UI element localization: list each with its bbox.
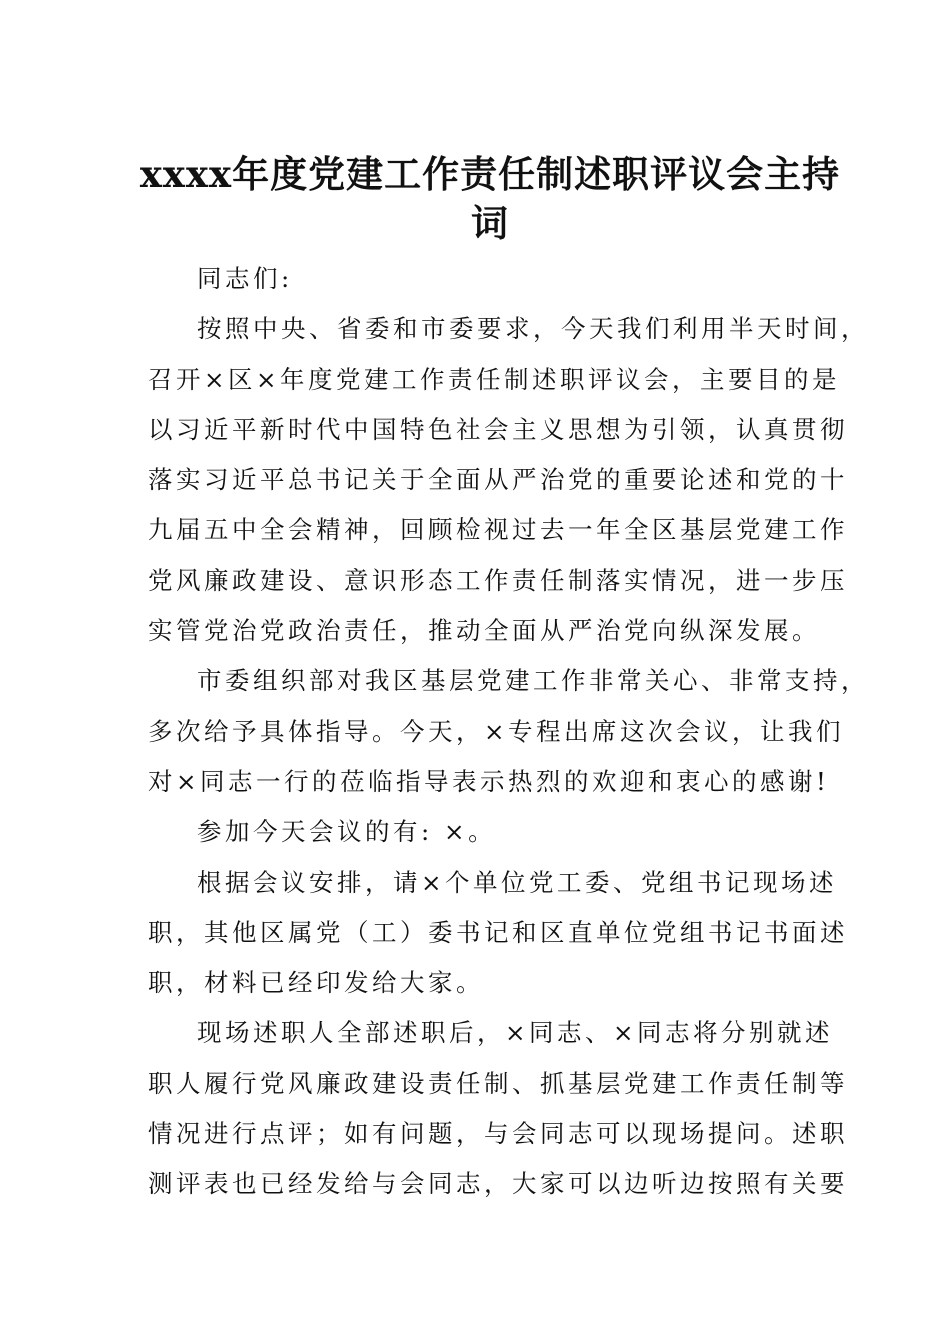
body-line: 现场述职人全部述职后，×同志、×同志将分别就述: [197, 1018, 834, 1048]
body-line: 情况进行点评；如有问题，与会同志可以现场提问。述职: [148, 1119, 848, 1149]
body-line: 召开×区×年度党建工作责任制述职评议会，主要目的是: [148, 364, 841, 394]
body-line: 按照中央、省委和市委要求，今天我们利用半天时间，: [197, 314, 869, 344]
body-line: 多次给予具体指导。今天，×专程出席这次会议，让我们: [148, 716, 845, 746]
body-line: 党风廉政建设、意识形态工作责任制落实情况，进一步压: [148, 565, 848, 595]
body-line: 参加今天会议的有: ×。: [197, 817, 497, 847]
body-line: 市委组织部对我区基层党建工作非常关心、非常支持，: [197, 666, 869, 696]
body-line: 落实习近平总书记关于全面从严治党的重要论述和党的十: [148, 465, 848, 495]
body-line: 根据会议安排，请×个单位党工委、党组书记现场述: [197, 867, 838, 897]
document-title-line-1: xxxx年度党建工作责任制述职评议会主持: [139, 152, 841, 196]
body-line: 职，材料已经印发给大家。: [148, 968, 484, 998]
body-line: 实管党治党政治责任，推动全面从严治党向纵深发展。: [148, 616, 820, 646]
body-line: 九届五中全会精神，回顾检视过去一年全区基层党建工作: [148, 515, 848, 545]
body-line: 以习近平新时代中国特色社会主义思想为引领，认真贯彻: [148, 414, 848, 444]
document-body: [148, 254, 869, 1210]
body-line: 测评表也已经发给与会同志，大家可以边听边按照有关要: [148, 1169, 848, 1199]
document-title-line-2: 词: [471, 201, 509, 245]
salutation: 同志们:: [197, 264, 293, 293]
body-line: 职人履行党风廉政建设责任制、抓基层党建工作责任制等: [148, 1068, 848, 1098]
body-line: 职，其他区属党（工）委书记和区直单位党组书记书面述: [148, 917, 848, 947]
body-line: 对×同志一行的莅临指导表示热烈的欢迎和衷心的感谢!: [148, 766, 830, 796]
